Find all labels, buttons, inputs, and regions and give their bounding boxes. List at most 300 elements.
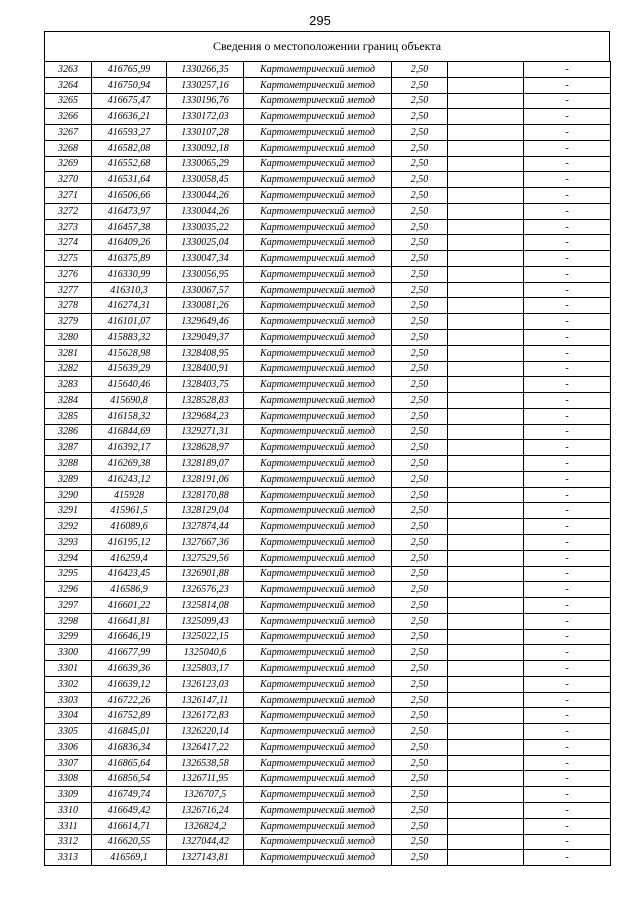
accuracy-cell: 2,50	[392, 850, 448, 866]
x-coordinate-cell: 416423,45	[92, 566, 167, 582]
point-number-cell: 3300	[45, 645, 92, 661]
method-cell: Картометрический метод	[244, 566, 392, 582]
accuracy-cell: 2,50	[392, 676, 448, 692]
table-row	[45, 77, 611, 93]
note-cell: -	[524, 393, 611, 409]
point-number-cell: 3310	[45, 802, 92, 818]
accuracy-cell: 2,50	[392, 566, 448, 582]
table-row	[45, 676, 611, 692]
method-cell: Картометрический метод	[244, 408, 392, 424]
note-cell: -	[524, 62, 611, 78]
accuracy-cell: 2,50	[392, 613, 448, 629]
method-cell: Картометрический метод	[244, 487, 392, 503]
table-row	[45, 377, 611, 393]
table-row	[45, 503, 611, 519]
x-coordinate-cell: 416531,64	[92, 172, 167, 188]
point-number-cell: 3275	[45, 251, 92, 267]
accuracy-cell: 2,50	[392, 109, 448, 125]
table-row	[45, 739, 611, 755]
table-row	[45, 771, 611, 787]
method-cell: Картометрический метод	[244, 361, 392, 377]
y-coordinate-cell: 1325099,43	[167, 613, 244, 629]
description-cell	[448, 282, 524, 298]
table-row	[45, 566, 611, 582]
table-row	[45, 802, 611, 818]
y-coordinate-cell: 1330107,28	[167, 125, 244, 141]
method-cell: Картометрический метод	[244, 724, 392, 740]
point-number-cell: 3301	[45, 661, 92, 677]
note-cell: -	[524, 613, 611, 629]
note-cell: -	[524, 266, 611, 282]
y-coordinate-cell: 1328129,04	[167, 503, 244, 519]
method-cell: Картометрический метод	[244, 582, 392, 598]
description-cell	[448, 298, 524, 314]
page-number: 295	[309, 13, 331, 28]
y-coordinate-cell: 1326538,58	[167, 755, 244, 771]
table-row	[45, 724, 611, 740]
y-coordinate-cell: 1326417,22	[167, 739, 244, 755]
x-coordinate-cell: 415690,8	[92, 393, 167, 409]
table-row	[45, 93, 611, 109]
table-row	[45, 125, 611, 141]
note-cell: -	[524, 456, 611, 472]
point-number-cell: 3274	[45, 235, 92, 251]
x-coordinate-cell: 416593,27	[92, 125, 167, 141]
point-number-cell: 3292	[45, 519, 92, 535]
table-row	[45, 330, 611, 346]
x-coordinate-cell: 416750,94	[92, 77, 167, 93]
accuracy-cell: 2,50	[392, 125, 448, 141]
note-cell: -	[524, 172, 611, 188]
description-cell	[448, 93, 524, 109]
note-cell: -	[524, 330, 611, 346]
method-cell: Картометрический метод	[244, 818, 392, 834]
table-row	[45, 708, 611, 724]
method-cell: Картометрический метод	[244, 282, 392, 298]
method-cell: Картометрический метод	[244, 235, 392, 251]
note-cell: -	[524, 361, 611, 377]
note-cell: -	[524, 188, 611, 204]
description-cell	[448, 471, 524, 487]
table-row	[45, 393, 611, 409]
method-cell: Картометрический метод	[244, 345, 392, 361]
method-cell: Картометрический метод	[244, 787, 392, 803]
description-cell	[448, 251, 524, 267]
accuracy-cell: 2,50	[392, 519, 448, 535]
note-cell: -	[524, 203, 611, 219]
accuracy-cell: 2,50	[392, 188, 448, 204]
x-coordinate-cell: 415628,98	[92, 345, 167, 361]
y-coordinate-cell: 1329049,37	[167, 330, 244, 346]
note-cell: -	[524, 582, 611, 598]
note-cell: -	[524, 834, 611, 850]
note-cell: -	[524, 487, 611, 503]
point-number-cell: 3313	[45, 850, 92, 866]
point-number-cell: 3303	[45, 692, 92, 708]
point-number-cell: 3309	[45, 787, 92, 803]
y-coordinate-cell: 1326123,03	[167, 676, 244, 692]
table-row	[45, 471, 611, 487]
point-number-cell: 3283	[45, 377, 92, 393]
description-cell	[448, 661, 524, 677]
description-cell	[448, 787, 524, 803]
point-number-cell: 3270	[45, 172, 92, 188]
x-coordinate-cell: 416243,12	[92, 471, 167, 487]
note-cell: -	[524, 282, 611, 298]
x-coordinate-cell: 416392,17	[92, 440, 167, 456]
point-number-cell: 3304	[45, 708, 92, 724]
method-cell: Картометрический метод	[244, 550, 392, 566]
table-row	[45, 692, 611, 708]
description-cell	[448, 834, 524, 850]
method-cell: Картометрический метод	[244, 424, 392, 440]
x-coordinate-cell: 416259,4	[92, 550, 167, 566]
accuracy-cell: 2,50	[392, 235, 448, 251]
method-cell: Картометрический метод	[244, 156, 392, 172]
x-coordinate-cell: 416601,22	[92, 598, 167, 614]
table-row	[45, 314, 611, 330]
accuracy-cell: 2,50	[392, 424, 448, 440]
method-cell: Картометрический метод	[244, 314, 392, 330]
accuracy-cell: 2,50	[392, 708, 448, 724]
description-cell	[448, 314, 524, 330]
method-cell: Картометрический метод	[244, 109, 392, 125]
table-row	[45, 156, 611, 172]
point-number-cell: 3267	[45, 125, 92, 141]
note-cell: -	[524, 125, 611, 141]
table-row	[45, 235, 611, 251]
description-cell	[448, 534, 524, 550]
table-row	[45, 203, 611, 219]
point-number-cell: 3295	[45, 566, 92, 582]
method-cell: Картометрический метод	[244, 739, 392, 755]
accuracy-cell: 2,50	[392, 172, 448, 188]
accuracy-cell: 2,50	[392, 471, 448, 487]
note-cell: -	[524, 251, 611, 267]
point-number-cell: 3271	[45, 188, 92, 204]
table-row	[45, 298, 611, 314]
y-coordinate-cell: 1325022,15	[167, 629, 244, 645]
y-coordinate-cell: 1326716,24	[167, 802, 244, 818]
note-cell: -	[524, 471, 611, 487]
description-cell	[448, 156, 524, 172]
method-cell: Картометрический метод	[244, 330, 392, 346]
table-row	[45, 440, 611, 456]
note-cell: -	[524, 724, 611, 740]
table-row	[45, 109, 611, 125]
note-cell: -	[524, 598, 611, 614]
note-cell: -	[524, 850, 611, 866]
table-row	[45, 456, 611, 472]
note-cell: -	[524, 377, 611, 393]
x-coordinate-cell: 416569,1	[92, 850, 167, 866]
point-number-cell: 3277	[45, 282, 92, 298]
point-number-cell: 3284	[45, 393, 92, 409]
y-coordinate-cell: 1328403,75	[167, 377, 244, 393]
x-coordinate-cell: 415640,46	[92, 377, 167, 393]
table-row	[45, 755, 611, 771]
x-coordinate-cell: 416614,71	[92, 818, 167, 834]
note-cell: -	[524, 77, 611, 93]
table-row	[45, 645, 611, 661]
accuracy-cell: 2,50	[392, 661, 448, 677]
method-cell: Картометрический метод	[244, 62, 392, 78]
y-coordinate-cell: 1330257,16	[167, 77, 244, 93]
table-row	[45, 62, 611, 78]
point-number-cell: 3308	[45, 771, 92, 787]
table-row	[45, 266, 611, 282]
note-cell: -	[524, 440, 611, 456]
y-coordinate-cell: 1330025,04	[167, 235, 244, 251]
method-cell: Картометрический метод	[244, 519, 392, 535]
point-number-cell: 3312	[45, 834, 92, 850]
method-cell: Картометрический метод	[244, 93, 392, 109]
x-coordinate-cell: 416457,38	[92, 219, 167, 235]
method-cell: Картометрический метод	[244, 140, 392, 156]
table-row	[45, 140, 611, 156]
method-cell: Картометрический метод	[244, 692, 392, 708]
note-cell: -	[524, 109, 611, 125]
x-coordinate-cell: 416749,74	[92, 787, 167, 803]
x-coordinate-cell: 416646,19	[92, 629, 167, 645]
table-row	[45, 613, 611, 629]
x-coordinate-cell: 416409,26	[92, 235, 167, 251]
point-number-cell: 3263	[45, 62, 92, 78]
table-row	[45, 519, 611, 535]
method-cell: Картометрический метод	[244, 393, 392, 409]
point-number-cell: 3276	[45, 266, 92, 282]
method-cell: Картометрический метод	[244, 613, 392, 629]
coordinates-table	[44, 61, 611, 866]
x-coordinate-cell: 416582,08	[92, 140, 167, 156]
accuracy-cell: 2,50	[392, 598, 448, 614]
note-cell: -	[524, 534, 611, 550]
description-cell	[448, 724, 524, 740]
y-coordinate-cell: 1326576,23	[167, 582, 244, 598]
accuracy-cell: 2,50	[392, 755, 448, 771]
point-number-cell: 3286	[45, 424, 92, 440]
description-cell	[448, 125, 524, 141]
note-cell: -	[524, 802, 611, 818]
accuracy-cell: 2,50	[392, 802, 448, 818]
method-cell: Картометрический метод	[244, 708, 392, 724]
description-cell	[448, 519, 524, 535]
description-cell	[448, 755, 524, 771]
table-row	[45, 598, 611, 614]
point-number-cell: 3266	[45, 109, 92, 125]
accuracy-cell: 2,50	[392, 582, 448, 598]
accuracy-cell: 2,50	[392, 534, 448, 550]
x-coordinate-cell: 416845,01	[92, 724, 167, 740]
x-coordinate-cell: 415928	[92, 487, 167, 503]
note-cell: -	[524, 676, 611, 692]
point-number-cell: 3273	[45, 219, 92, 235]
accuracy-cell: 2,50	[392, 93, 448, 109]
method-cell: Картометрический метод	[244, 834, 392, 850]
x-coordinate-cell: 416552,68	[92, 156, 167, 172]
x-coordinate-cell: 415883,32	[92, 330, 167, 346]
x-coordinate-cell: 415961,5	[92, 503, 167, 519]
method-cell: Картометрический метод	[244, 629, 392, 645]
y-coordinate-cell: 1329649,46	[167, 314, 244, 330]
note-cell: -	[524, 739, 611, 755]
accuracy-cell: 2,50	[392, 787, 448, 803]
x-coordinate-cell: 416330,99	[92, 266, 167, 282]
description-cell	[448, 172, 524, 188]
description-cell	[448, 456, 524, 472]
point-number-cell: 3278	[45, 298, 92, 314]
y-coordinate-cell: 1330266,35	[167, 62, 244, 78]
point-number-cell: 3282	[45, 361, 92, 377]
method-cell: Картометрический метод	[244, 598, 392, 614]
description-cell	[448, 771, 524, 787]
y-coordinate-cell: 1326172,83	[167, 708, 244, 724]
accuracy-cell: 2,50	[392, 456, 448, 472]
note-cell: -	[524, 156, 611, 172]
table-row	[45, 818, 611, 834]
y-coordinate-cell: 1330047,34	[167, 251, 244, 267]
table-row	[45, 408, 611, 424]
accuracy-cell: 2,50	[392, 62, 448, 78]
note-cell: -	[524, 93, 611, 109]
description-cell	[448, 645, 524, 661]
accuracy-cell: 2,50	[392, 77, 448, 93]
point-number-cell: 3302	[45, 676, 92, 692]
note-cell: -	[524, 345, 611, 361]
table-row	[45, 172, 611, 188]
point-number-cell: 3272	[45, 203, 92, 219]
x-coordinate-cell: 416639,36	[92, 661, 167, 677]
accuracy-cell: 2,50	[392, 298, 448, 314]
y-coordinate-cell: 1325040,6	[167, 645, 244, 661]
point-number-cell: 3291	[45, 503, 92, 519]
x-coordinate-cell: 416269,38	[92, 456, 167, 472]
x-coordinate-cell: 416765,99	[92, 62, 167, 78]
note-cell: -	[524, 550, 611, 566]
y-coordinate-cell: 1328408,95	[167, 345, 244, 361]
note-cell: -	[524, 140, 611, 156]
point-number-cell: 3279	[45, 314, 92, 330]
note-cell: -	[524, 219, 611, 235]
y-coordinate-cell: 1330172,03	[167, 109, 244, 125]
method-cell: Картометрический метод	[244, 534, 392, 550]
table-title: Сведения о местоположении границ объекта	[212, 39, 442, 53]
point-number-cell: 3296	[45, 582, 92, 598]
y-coordinate-cell: 1325803,17	[167, 661, 244, 677]
table-row	[45, 787, 611, 803]
x-coordinate-cell: 416752,89	[92, 708, 167, 724]
x-coordinate-cell: 416274,31	[92, 298, 167, 314]
method-cell: Картометрический метод	[244, 802, 392, 818]
point-number-cell: 3294	[45, 550, 92, 566]
x-coordinate-cell: 416722,26	[92, 692, 167, 708]
note-cell: -	[524, 692, 611, 708]
x-coordinate-cell: 416506,66	[92, 188, 167, 204]
note-cell: -	[524, 708, 611, 724]
accuracy-cell: 2,50	[392, 487, 448, 503]
x-coordinate-cell: 416586,9	[92, 582, 167, 598]
x-coordinate-cell: 416856,54	[92, 771, 167, 787]
description-cell	[448, 219, 524, 235]
y-coordinate-cell: 1330092,18	[167, 140, 244, 156]
accuracy-cell: 2,50	[392, 503, 448, 519]
accuracy-cell: 2,50	[392, 629, 448, 645]
accuracy-cell: 2,50	[392, 771, 448, 787]
description-cell	[448, 330, 524, 346]
note-cell: -	[524, 424, 611, 440]
x-coordinate-cell: 416310,3	[92, 282, 167, 298]
table-row	[45, 834, 611, 850]
x-coordinate-cell: 416375,89	[92, 251, 167, 267]
description-cell	[448, 424, 524, 440]
y-coordinate-cell: 1327667,36	[167, 534, 244, 550]
table-row	[45, 251, 611, 267]
method-cell: Картометрический метод	[244, 850, 392, 866]
method-cell: Картометрический метод	[244, 676, 392, 692]
table-row	[45, 424, 611, 440]
y-coordinate-cell: 1326824,2	[167, 818, 244, 834]
accuracy-cell: 2,50	[392, 266, 448, 282]
method-cell: Картометрический метод	[244, 219, 392, 235]
note-cell: -	[524, 629, 611, 645]
x-coordinate-cell: 416158,32	[92, 408, 167, 424]
accuracy-cell: 2,50	[392, 203, 448, 219]
point-number-cell: 3269	[45, 156, 92, 172]
note-cell: -	[524, 771, 611, 787]
method-cell: Картометрический метод	[244, 266, 392, 282]
note-cell: -	[524, 566, 611, 582]
description-cell	[448, 77, 524, 93]
point-number-cell: 3287	[45, 440, 92, 456]
x-coordinate-cell: 416473,97	[92, 203, 167, 219]
method-cell: Картометрический метод	[244, 377, 392, 393]
point-number-cell: 3297	[45, 598, 92, 614]
x-coordinate-cell: 416836,34	[92, 739, 167, 755]
point-number-cell: 3290	[45, 487, 92, 503]
y-coordinate-cell: 1330196,76	[167, 93, 244, 109]
description-cell	[448, 203, 524, 219]
table-row	[45, 850, 611, 866]
x-coordinate-cell: 416195,12	[92, 534, 167, 550]
description-cell	[448, 408, 524, 424]
y-coordinate-cell: 1330056,95	[167, 266, 244, 282]
description-cell	[448, 598, 524, 614]
table-row	[45, 550, 611, 566]
y-coordinate-cell: 1328191,06	[167, 471, 244, 487]
note-cell: -	[524, 298, 611, 314]
method-cell: Картометрический метод	[244, 456, 392, 472]
y-coordinate-cell: 1325814,08	[167, 598, 244, 614]
description-cell	[448, 503, 524, 519]
description-cell	[448, 582, 524, 598]
table-row	[45, 582, 611, 598]
table-row	[45, 188, 611, 204]
y-coordinate-cell: 1330058,45	[167, 172, 244, 188]
description-cell	[448, 692, 524, 708]
method-cell: Картометрический метод	[244, 471, 392, 487]
description-cell	[448, 850, 524, 866]
x-coordinate-cell: 416641,81	[92, 613, 167, 629]
table-row	[45, 361, 611, 377]
y-coordinate-cell: 1326147,11	[167, 692, 244, 708]
description-cell	[448, 440, 524, 456]
accuracy-cell: 2,50	[392, 550, 448, 566]
y-coordinate-cell: 1328628,97	[167, 440, 244, 456]
note-cell: -	[524, 314, 611, 330]
method-cell: Картометрический метод	[244, 503, 392, 519]
accuracy-cell: 2,50	[392, 818, 448, 834]
x-coordinate-cell: 416649,42	[92, 802, 167, 818]
